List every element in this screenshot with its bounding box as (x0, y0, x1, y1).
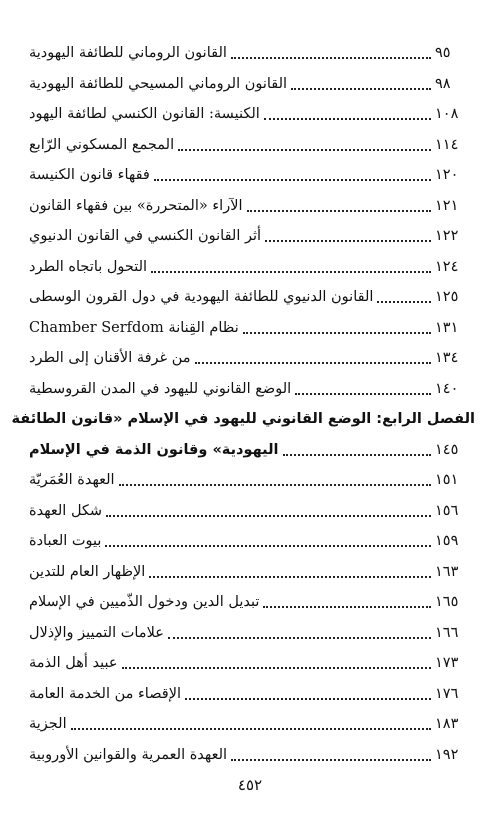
leader-dots (71, 728, 431, 730)
leader-dots (295, 393, 431, 395)
toc-entry-title: عبيد أهل الذمة (29, 655, 118, 672)
toc-entry-title: أثر القانون الكنسي في القانون الدنيوي (29, 228, 262, 245)
toc-entry (25, 130, 475, 161)
leader-dots (178, 149, 431, 151)
toc-entry-page: ١٦٣ (435, 563, 459, 580)
toc-entry-title: فقهاء قانون الكنيسة (29, 167, 150, 184)
toc-entry-page: ١٧٦ (435, 685, 459, 702)
toc-entry (25, 343, 475, 374)
leader-dots (151, 271, 431, 273)
toc-entry-title: الوضع القانوني لليهود في المدن القروسطية (29, 380, 292, 397)
leader-dots (283, 454, 432, 456)
chapter-heading-line1: الفصل الرابع: الوضع القانوني لليهود في الإسلام «قانون الطائفة (11, 411, 475, 428)
toc-entry-title: من غرفة الأقنان إلى الطرد (29, 350, 191, 367)
leader-dots (243, 332, 431, 334)
toc-entry (25, 648, 475, 679)
toc-entry-title: نظام القِنانة Chamber Serfdom (29, 319, 239, 336)
toc-entry (25, 618, 475, 649)
toc-entry (25, 282, 475, 313)
toc-entry-title: الإقصاء من الخدمة العامة (29, 685, 182, 702)
toc-entry-title: تبديل الدين ودخول الذّميين في الإسلام (29, 594, 260, 611)
leader-dots (154, 179, 431, 181)
chapter-heading-line2-row (25, 435, 475, 466)
toc-entry-title: القانون الروماني المسيحي للطائفة اليهودية (29, 75, 288, 92)
leader-dots (149, 576, 431, 578)
toc-entry-page: ١٢٠ (435, 167, 459, 184)
toc-entry (25, 679, 475, 710)
toc-entry-title: الإظهار العام للتدين (29, 563, 146, 580)
toc-entry (25, 587, 475, 618)
toc-entry-title: الجزية (29, 716, 67, 733)
toc-entry (25, 160, 475, 191)
leader-dots (265, 240, 431, 242)
leader-dots (195, 362, 431, 364)
toc-entry-page: ١٧٣ (435, 655, 459, 672)
toc-entry-page: ١٣٤ (435, 350, 459, 367)
leader-dots (185, 698, 431, 700)
toc-entry (25, 557, 475, 588)
toc-entry-title: شكل العهدة (29, 502, 103, 519)
toc-entry (25, 313, 475, 344)
toc-entry-title: التحول باتجاه الطرد (29, 258, 148, 275)
toc-entry-title: القانون الدنيوي للطائفة اليهودية في دول القرون الوسطى (29, 289, 374, 306)
toc-entry-page: ١٥١ (435, 472, 459, 489)
toc-entry-page: ١١٤ (435, 136, 459, 153)
toc-entry (25, 740, 475, 771)
toc-entry-title: الآراء «المتحررة» بين فقهاء القانون (29, 197, 243, 214)
leader-dots (231, 759, 431, 761)
toc-entry-page: ١٦٦ (435, 624, 459, 641)
leader-dots (247, 210, 432, 212)
toc-entry-title: العهدة العُمَريّة (29, 472, 115, 489)
toc-entry (25, 709, 475, 740)
toc-entry-title: علامات التمييز والإذلال (29, 624, 164, 641)
leader-dots (105, 545, 431, 547)
toc-entry-page: ١٦٥ (435, 594, 459, 611)
toc-entry (25, 526, 475, 557)
toc-entry (25, 69, 475, 100)
toc-entry-title: العهدة العمرية والقوانين الأوروبية (29, 746, 228, 763)
toc-entry (25, 465, 475, 496)
toc-entry-page: ١٢١ (435, 197, 459, 214)
toc-entry-page: ١٥٦ (435, 502, 459, 519)
toc-entry-page: ١٢٤ (435, 258, 459, 275)
toc-entry-page: ١٣١ (435, 319, 459, 336)
toc-entry-page: ٩٥ (435, 45, 451, 62)
toc-entry-page: ١٤٠ (435, 380, 459, 397)
toc-entry (25, 191, 475, 222)
leader-dots (231, 57, 431, 59)
toc-entry-title: القانون الروماني للطائفة اليهودية (29, 45, 227, 62)
chapter-heading (11, 404, 475, 435)
toc-entry-title: الكنيسة: القانون الكنسي لطائفة اليهود (29, 106, 260, 123)
leader-dots (291, 88, 431, 90)
toc-entry (25, 374, 475, 405)
toc-entry (25, 252, 475, 283)
toc-entry (25, 38, 475, 69)
toc-entry-page: ١٠٨ (435, 106, 459, 123)
leader-dots (106, 515, 431, 517)
chapter-page-number: ١٤٥ (435, 441, 459, 458)
table-of-contents (11, 38, 475, 770)
toc-entry-title: المجمع المسكوني الرّابع (29, 136, 175, 153)
toc-entry-page: ٩٨ (435, 75, 451, 92)
leader-dots (119, 484, 431, 486)
leader-dots (377, 301, 431, 303)
leader-dots (122, 667, 432, 669)
toc-entry (25, 221, 475, 252)
toc-entry-page: ١٢٥ (435, 289, 459, 306)
leader-dots (264, 118, 431, 120)
toc-section-before (25, 38, 475, 404)
toc-entry-title: بيوت العبادة (29, 533, 102, 550)
toc-entry-page: ١٢٢ (435, 228, 459, 245)
toc-entry (25, 496, 475, 527)
page-number: ٤٥٢ (237, 776, 263, 794)
chapter-heading-line2: اليهودية» وقانون الذمة في الإسلام (29, 441, 279, 458)
toc-entry-page: ١٥٩ (435, 533, 459, 550)
toc-entry-page: ١٨٣ (435, 716, 459, 733)
toc-entry (25, 99, 475, 130)
leader-dots (168, 637, 431, 639)
toc-section-after (25, 465, 475, 770)
leader-dots (263, 606, 431, 608)
toc-entry-page: ١٩٢ (435, 746, 459, 763)
